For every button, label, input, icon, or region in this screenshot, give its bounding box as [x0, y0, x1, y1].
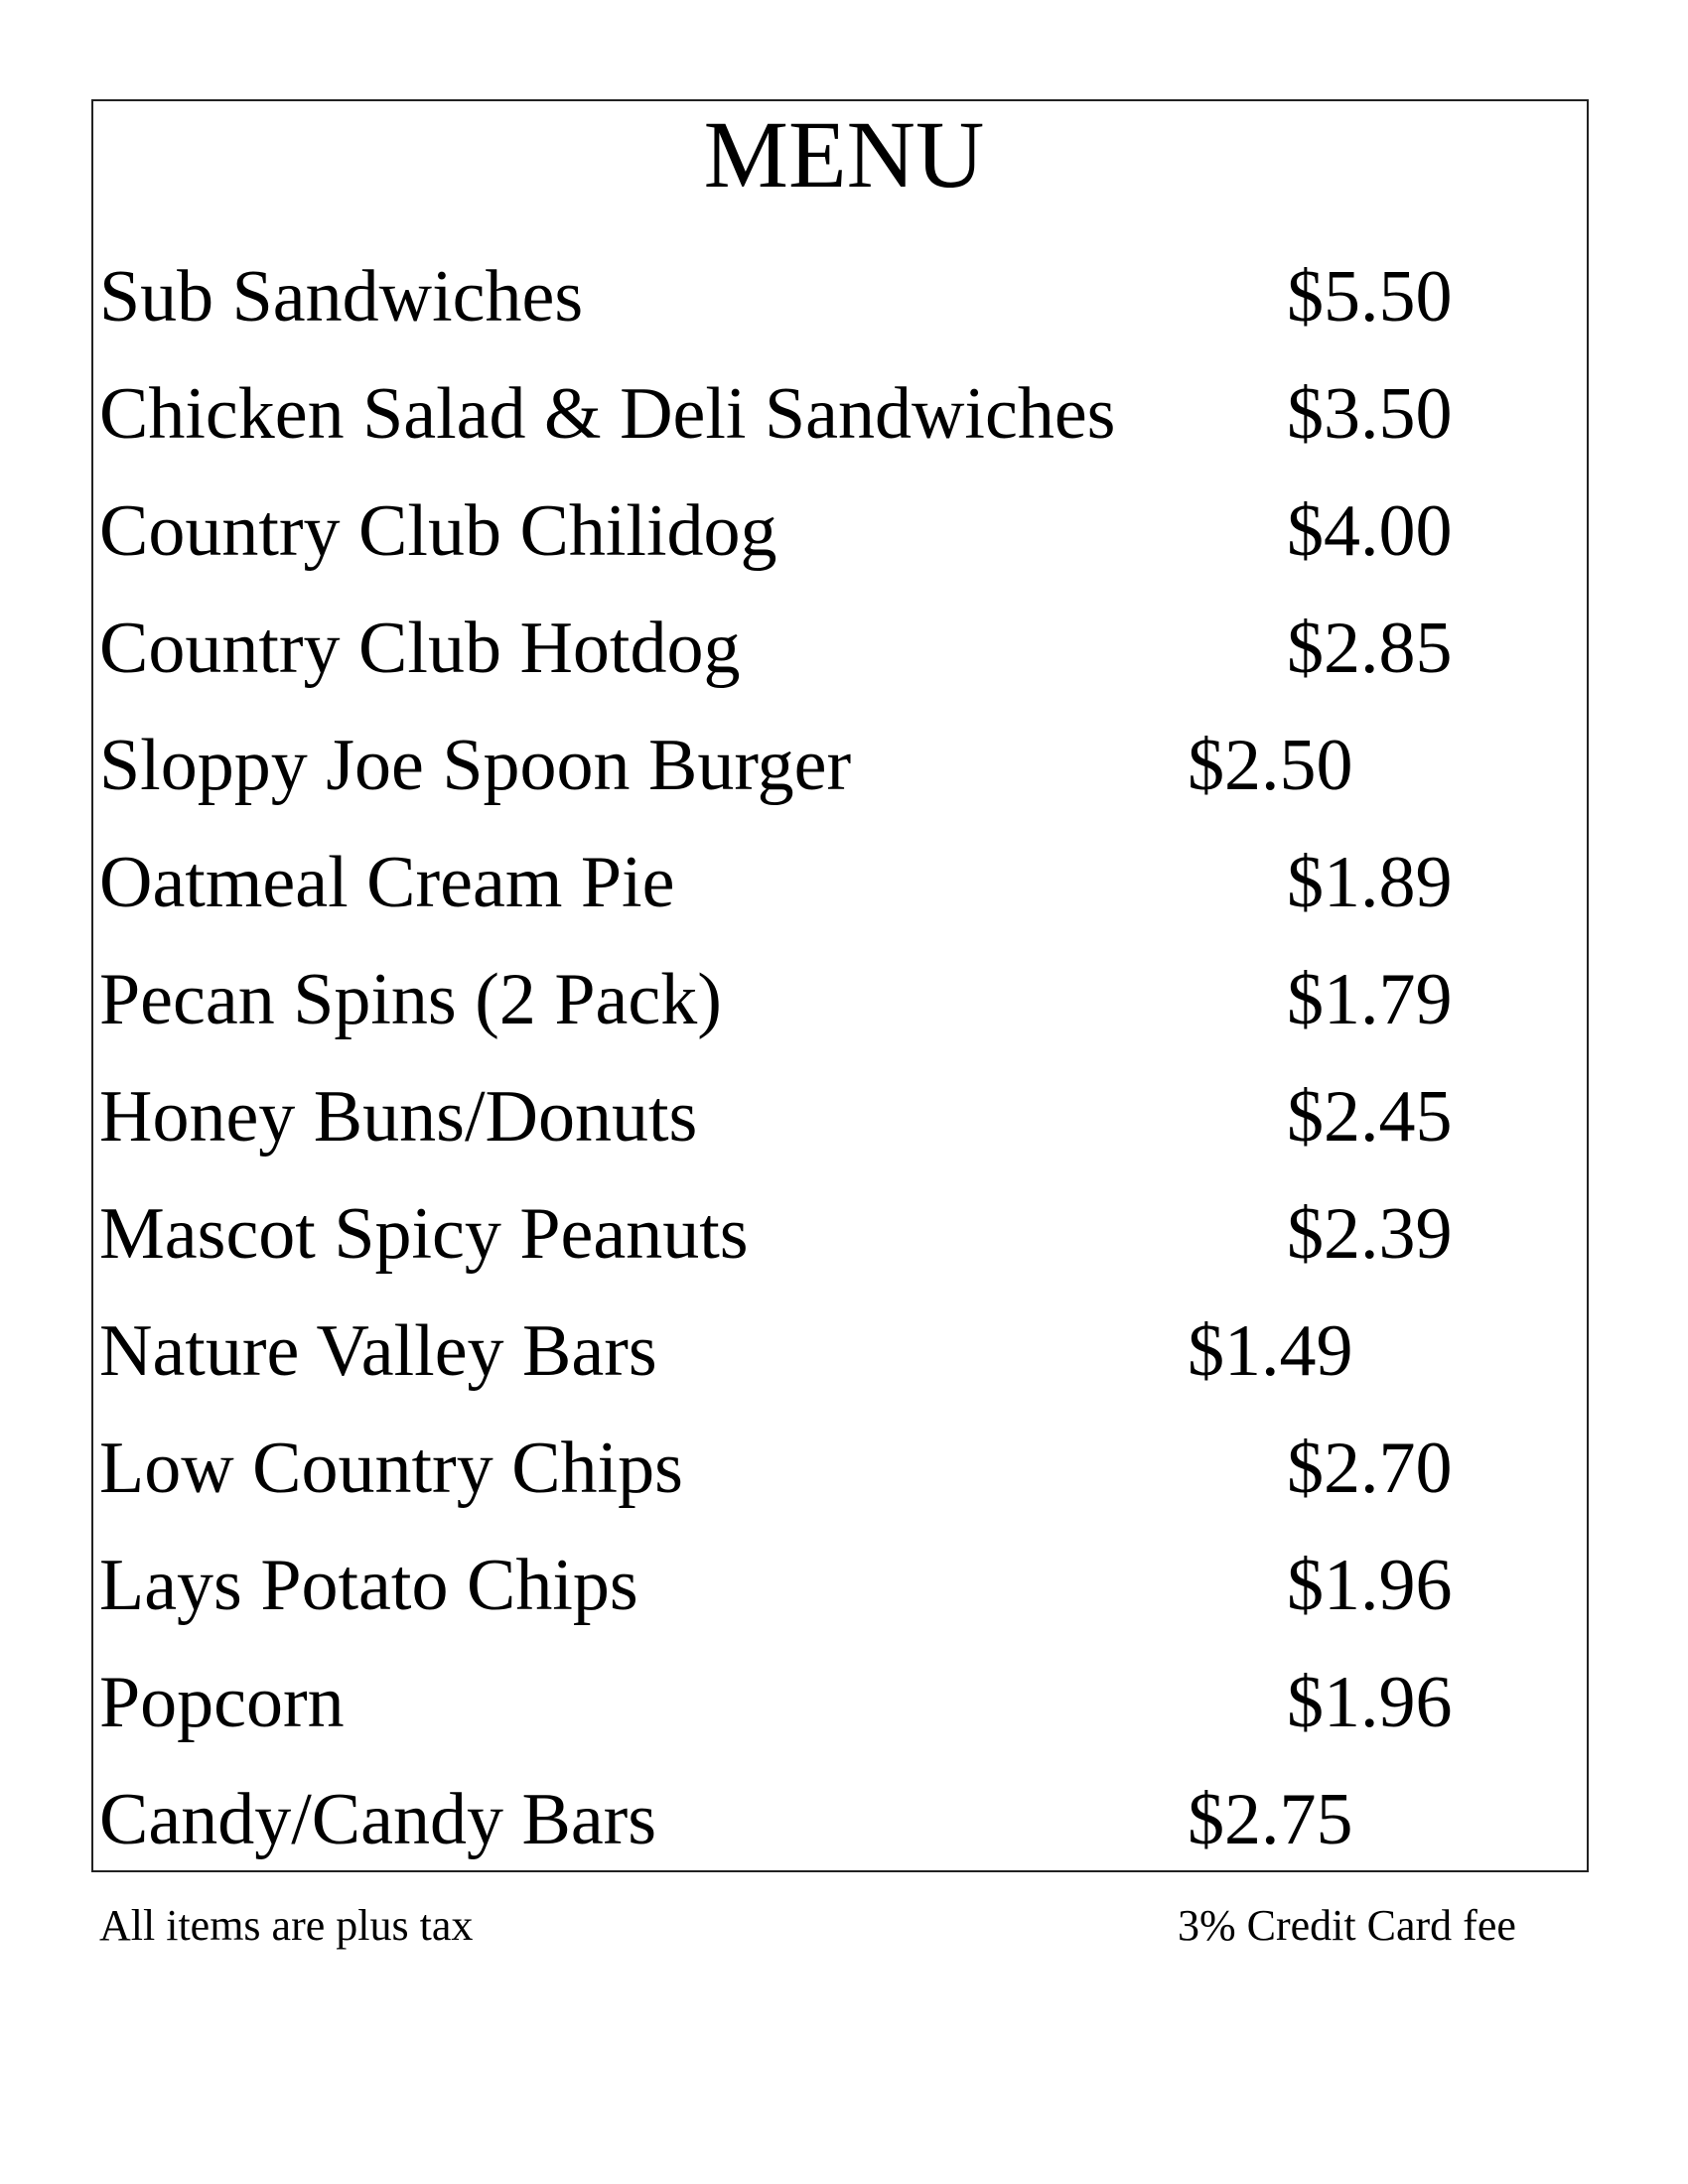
item-price-chicken-salad: $3.50	[1287, 373, 1453, 455]
item-price-mascot-peanuts: $2.39	[1287, 1193, 1453, 1275]
item-price-chilidog: $4.00	[1287, 490, 1453, 572]
item-price-sloppy-joe: $2.50	[1188, 725, 1353, 806]
credit-card-fee-note: 3% Credit Card fee	[1178, 1901, 1516, 1950]
item-name-oatmeal-cream-pie: Oatmeal Cream Pie	[99, 842, 675, 923]
menu-title: MENU	[703, 101, 985, 207]
item-price-sub-sandwiches: $5.50	[1287, 256, 1453, 338]
item-name-mascot-peanuts: Mascot Spicy Peanuts	[99, 1193, 749, 1275]
item-price-candy-bars: $2.75	[1188, 1779, 1353, 1860]
item-name-lays-chips: Lays Potato Chips	[99, 1545, 638, 1626]
item-name-popcorn: Popcorn	[99, 1662, 345, 1743]
item-name-sub-sandwiches: Sub Sandwiches	[99, 256, 584, 338]
item-price-oatmeal-cream-pie: $1.89	[1287, 842, 1453, 923]
item-name-sloppy-joe: Sloppy Joe Spoon Burger	[99, 725, 852, 806]
item-price-honey-buns: $2.45	[1287, 1076, 1453, 1158]
item-price-low-country-chips: $2.70	[1287, 1428, 1453, 1509]
item-price-nature-valley: $1.49	[1188, 1310, 1353, 1392]
tax-note: All items are plus tax	[99, 1901, 474, 1950]
item-name-chicken-salad: Chicken Salad & Deli Sandwiches	[99, 373, 1116, 455]
item-name-low-country-chips: Low Country Chips	[99, 1428, 683, 1509]
item-price-lays-chips: $1.96	[1287, 1545, 1453, 1626]
item-price-hotdog: $2.85	[1287, 608, 1453, 689]
item-name-nature-valley: Nature Valley Bars	[99, 1310, 657, 1392]
item-name-hotdog: Country Club Hotdog	[99, 608, 741, 689]
item-price-popcorn: $1.96	[1287, 1662, 1453, 1743]
item-price-pecan-spins: $1.79	[1287, 959, 1453, 1040]
item-name-candy-bars: Candy/Candy Bars	[99, 1779, 657, 1860]
item-name-honey-buns: Honey Buns/Donuts	[99, 1076, 698, 1158]
item-name-chilidog: Country Club Chilidog	[99, 490, 777, 572]
item-name-pecan-spins: Pecan Spins (2 Pack)	[99, 959, 722, 1040]
